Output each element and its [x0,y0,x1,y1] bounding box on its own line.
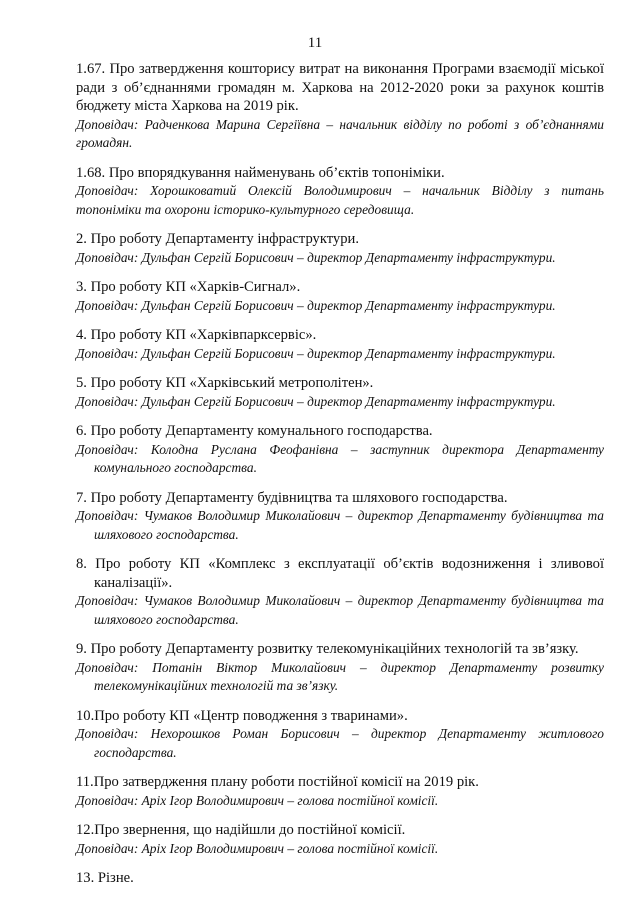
agenda-item [76,60,604,153]
agenda-item-speaker: Доповідач: Колодна Руслана Феофанівна – заступник директора Департаменту комунального господарства. [76,441,604,475]
agenda-item-speaker: Доповідач: Дульфан Сергій Борисович – директор Департаменту інфраструктури. [76,393,556,409]
agenda-item-speaker: Доповідач: Радченкова Марина Сергіївна – начальник відділу по роботі з об’єднаннями громадян. [76,116,604,150]
agenda-item [76,489,604,545]
agenda-item-speaker: Доповідач: Аріх Ігор Володимирович – голова постійної комісії. [76,840,439,856]
agenda-item-title: 9. Про роботу Департаменту розвитку телекомунікаційних технологій та зв’язку. [76,641,579,657]
agenda-item [76,640,604,696]
agenda-item [76,422,604,478]
agenda-list [76,60,604,899]
agenda-item [76,164,604,220]
agenda-item-speaker: Доповідач: Хорошковатий Олексій Володимирович – начальник Відділу з питань топоніміки та охорони історико-культурного середовища. [76,183,604,217]
agenda-item-title: 11.Про затвердження плану роботи постійної комісії на 2019 рік. [76,774,479,790]
agenda-item [76,821,604,858]
agenda-item [76,773,604,810]
agenda-item [76,374,604,411]
agenda-item-title: 7. Про роботу Департаменту будівництва та шляхового господарства. [76,489,508,506]
agenda-item-title: 3. Про роботу КП «Харків-Сигнал». [76,279,301,295]
agenda-item [76,230,604,267]
page-number: 11 [307,35,323,51]
agenda-item-title: 1.68. Про впорядкування найменувань об’єктів топоніміки. [76,164,445,181]
agenda-item-title: 4. Про роботу КП «Харківпарксервіс». [76,327,317,343]
agenda-item [76,326,604,363]
agenda-item-speaker: Доповідач: Чумаков Володимир Миколайович – директор Департаменту будівництва та шляхового господарства. [76,593,604,627]
agenda-item-title: 8. Про роботу КП «Комплекс з експлуатації об’єктів водозниження і зливової каналізації». [76,556,604,591]
agenda-item-speaker: Доповідач: Потанін Віктор Миколайович – директор Департаменту розвитку телекомунікаційних технологій та зв’язку. [76,659,604,693]
agenda-item-title: 5. Про роботу КП «Харківський метрополітен». [76,375,374,391]
agenda-item [76,278,604,315]
agenda-item-speaker: Доповідач: Чумаков Володимир Миколайович – директор Департаменту будівництва та шляхового господарства. [76,508,604,542]
agenda-item-speaker: Доповідач: Дульфан Сергій Борисович – директор Департаменту інфраструктури. [76,249,556,265]
agenda-item [76,707,604,763]
agenda-item-speaker: Доповідач: Дульфан Сергій Борисович – директор Департаменту інфраструктури. [76,297,556,313]
agenda-item-title: 12.Про звернення, що надійшли до постійної комісії. [76,822,406,838]
agenda-item-title: 2. Про роботу Департаменту інфраструктури. [76,231,359,247]
agenda-item [76,869,604,888]
agenda-item-speaker: Доповідач: Нехорошков Роман Борисович – директор Департаменту житлового господарства. [76,726,604,760]
agenda-item-title: 6. Про роботу Департаменту комунального господарства. [76,423,433,439]
agenda-item-speaker: Доповідач: Аріх Ігор Володимирович – голова постійної комісії. [76,792,439,808]
agenda-item-speaker: Доповідач: Дульфан Сергій Борисович – директор Департаменту інфраструктури. [76,345,556,361]
agenda-item-title: 13. Різне. [76,870,134,886]
agenda-item-title: 10.Про роботу КП «Центр поводження з тваринами». [76,707,408,724]
agenda-item [76,555,604,629]
agenda-item-title: 1.67. Про затвердження кошторису витрат на виконання Програми взаємодії міської ради з об’єднаннями громадян м. Харкова на 2012-2020 роки за рахунок коштів бюджету міста Харкова на 2019 рік. [76,61,604,114]
